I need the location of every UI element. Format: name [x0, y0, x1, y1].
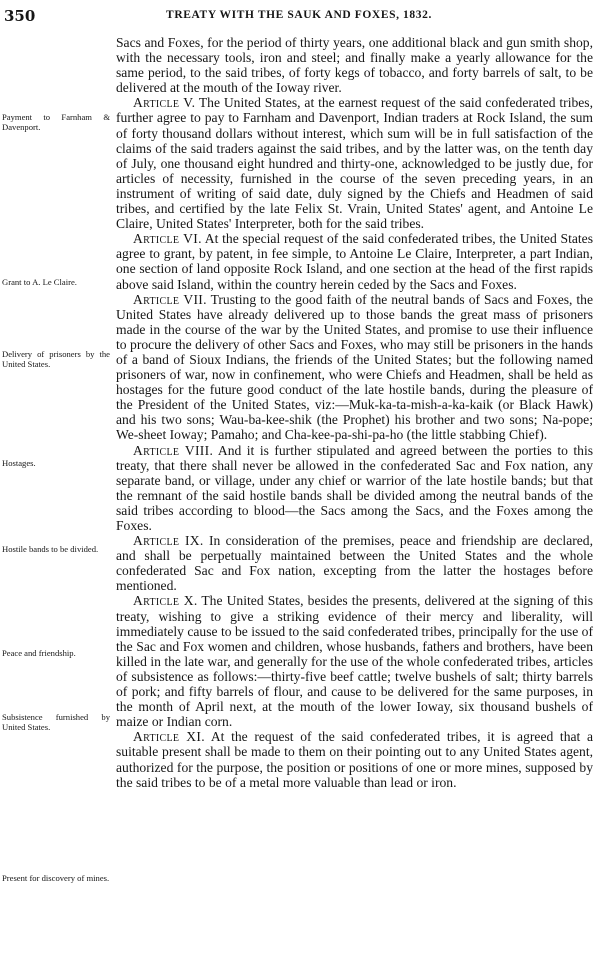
article-text: Trusting to the good faith of the neutral bands of Sacs and Foxes, the United States have already delivered up to those bands the great mass of prisoners made in the course of the war by the United States, and promise to use their influence to procure the delivery of other Sacs and Foxes, who may still be prisoners in the hands of a band of Sioux Indians, the friends of the United States; but the following named prisoners of war, now in confinement, who were Chiefs and Headmen, shall be held as hostages for the future good conduct of the late hostile bands, during the pleasure of the President of the United States, viz:—Muk-ka-ta-mish-a-ka-kaik (or Black Hawk) and his two sons; Wau-ba-kee-shik (the Prophet) his brother and two sons; Na-pope; We-sheet Ioway; Pamaho; and Cha-kee-pa-shi-pa-ho (the little stabbing Chief).: [116, 291, 594, 443]
article-9: [116, 533, 593, 593]
marginal-note-hostages: Hostages.: [2, 458, 36, 468]
marginal-note-hostile-bands: Hostile bands to be divided.: [2, 544, 99, 554]
article-heading: Article IX.: [133, 533, 204, 549]
marginal-note-peace: Peace and friendship.: [2, 648, 76, 658]
article-6: [116, 231, 593, 291]
marginal-note-delivery: Delivery of prisoners by the United States.: [2, 349, 110, 369]
article-heading: Article VII.: [133, 291, 207, 307]
article-heading: Article XI.: [133, 729, 205, 745]
article-text: In consideration of the premises, peace and friendship are declared, and shall be perpetually maintained between the United States and the whole confederated Sac and Fox nation, excepting from the latter the hostages before mentioned.: [116, 533, 593, 594]
marginal-note-payment: Payment to Farnham & Davenport.: [2, 112, 110, 132]
marginal-note-mines: Present for discovery of mines.: [2, 873, 110, 883]
article-10: [116, 593, 593, 729]
marginal-note-subsistence: Subsistence furnished by United States.: [2, 712, 110, 732]
article-heading: Article VI.: [133, 231, 202, 247]
article-heading: Article V.: [133, 95, 196, 111]
article-text: At the request of the said confederated tribes, it is agreed that a suitable present shall be made to them on their pointing out to any United States agent, authorized for the purpose, the position or positions of one or more mines, supposed by the said tribes to be of a metal more valuable than lead or iron.: [116, 729, 594, 790]
article-text: And it is further stipulated and agreed between the porties to this treaty, that there shall never be allowed in the confederated Sac and Fox nation, any separate band, or village, under any chief or warrior of the late hostile bands; but that the remnant of the said hostile bands shall be divided among the neutral bands of the said tribes according to blood—the Sacs among the Sacs, and the Foxes among the Foxes.: [116, 442, 594, 533]
article-11: [116, 729, 593, 789]
article-text: The United States, at the earnest request of the said confederated tribes, further agree to pay to Farnham and Davenport, Indian traders at Rock Island, the sum of forty thousand dollars without interest, which sum will be in full satisfaction of the claims of the said traders against the said tribes, and by the latter was, on the tenth day of July, one thousand eight hundred and thirty-one, acknowledged to be justly due, for articles of necessity, furnished in the course of the seven preceding years, in an instrument of writing of said date, duly signed by the Chiefs and Headmen of said tribes, and certified by the late Felix St. Vrain, United States' agent, and Antoine Le Claire, United States' Interpreter, both for the said tribes.: [116, 95, 593, 232]
article-text: The United States, besides the presents, delivered at the signing of this treaty, wishing to give a striking evidence of their mercy and liberality, will immediately cause to be issued to the said confederated tribes, principally for the use of the Sac and Fox women and children, whose husbands, fathers and brothers, have been killed in the late war, and generally for the use of the whole confederated tribes, articles of subsistence as follows:—thirty-five beef cattle; twelve bushels of salt; thirty barrels of pork; and fifty barrels of flour, and cause to be delivered for the same purposes, in the month of April next, at the mouth of the lower Ioway, six thousand bushels of maize or Indian corn.: [116, 593, 594, 730]
article-text: At the special request of the said confederated tribes, the United States agree to grant, by patent, in fee simple, to Antoine Le Claire, Interpreter, a part Indian, one section of land opposite Rock Island, and one section at the head of the first rapids above said Island, within the country herein ceded by the Sacs and Foxes.: [116, 231, 593, 292]
article-heading: Article VIII.: [133, 442, 214, 458]
paragraph-continued: [116, 35, 593, 95]
article-8: [116, 443, 593, 534]
article-5: [116, 95, 593, 231]
running-header: [4, 7, 594, 27]
marginal-note-grant: Grant to A. Le Claire.: [2, 277, 77, 287]
running-title: TREATY WITH THE SAUK AND FOXES, 1832.: [166, 9, 432, 21]
article-heading: Article X.: [133, 593, 198, 609]
article-7: [116, 292, 593, 443]
treaty-body: [116, 35, 593, 790]
page-number: 350: [4, 7, 36, 25]
paragraph-text: Sacs and Foxes, for the period of thirty years, one additional black and gun smith shop, with the necessary tools, iron and steel; and finally make a yearly allowance for the same period, to the said tribes, of forty kegs of tobacco, and forty barrels of salt, to be delivered at the mouth of the Ioway river.: [116, 35, 593, 96]
